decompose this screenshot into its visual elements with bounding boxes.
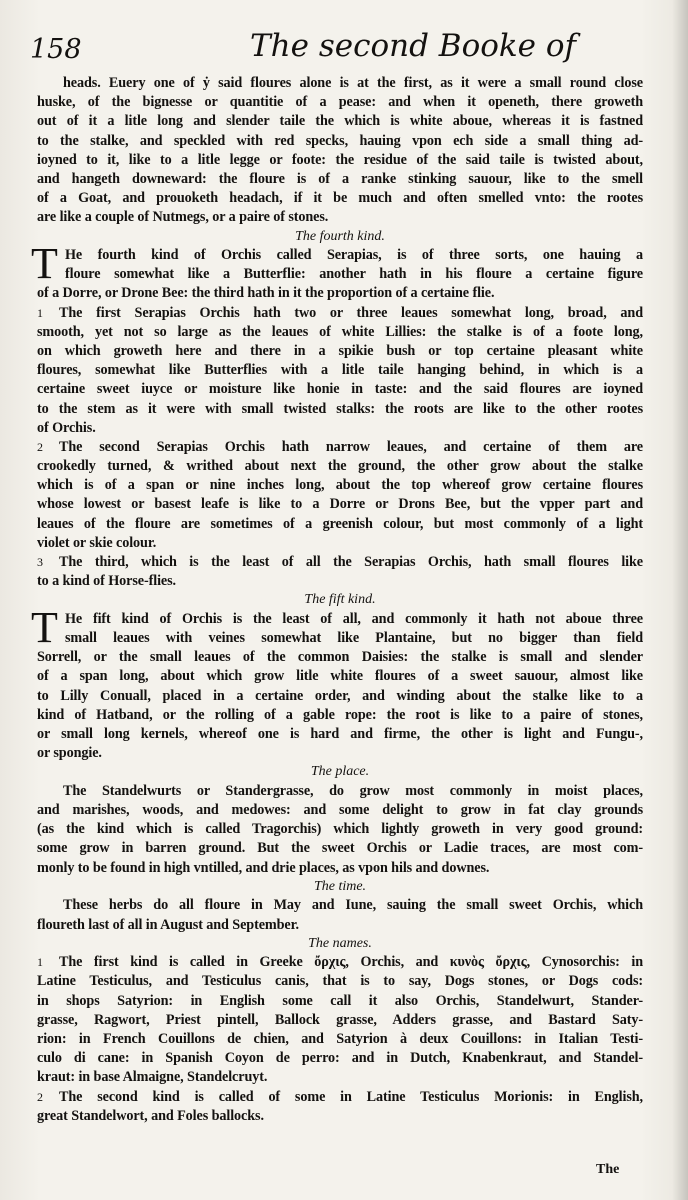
text-line: Sorrell, or the small leaues of the common Daisies: the stalke is small and slender — [37, 649, 643, 666]
text-line: floure somewhat like a Butterflie: another hath in his floure a certaine figure — [65, 266, 643, 283]
text-line: and hangeth downeward: the floure is of a ranke stinking sauour, like to the smell — [37, 170, 643, 187]
drop-cap: T — [31, 239, 58, 288]
paragraph — [31, 602, 643, 764]
page-number: 158 — [30, 34, 82, 65]
paragraph-number: 1 — [37, 305, 43, 320]
text-line: kind of Hatband, or the rolling of a gable rope: the root is like to a paire of stones, — [37, 706, 643, 723]
paragraph — [37, 553, 643, 591]
section-heading: The fift kind. — [304, 592, 376, 608]
text-line — [37, 1088, 643, 1107]
text-line: leaues of the floure are sometimes of a greenish colour, but most commonly of a light — [37, 515, 643, 532]
text-line: to the stem as it were with small twisted stalks: the roots are like to the other rootes — [37, 400, 643, 417]
text-line: heads. Euery one of ẏ said floures alone is at the first, as it were a small round close — [63, 75, 643, 91]
text-line: These herbs do all floure in May and Iune, sauing the small sweet Orchis, which — [63, 897, 643, 914]
line-text: The second Serapias Orchis hath narrow leaues, and certaine of them are — [59, 438, 643, 455]
paragraph — [37, 782, 643, 878]
text-line: out of it a litle long and slender taile the which is white aboue, whereas it is fastned — [37, 113, 643, 130]
paragraph — [37, 953, 643, 1087]
paragraph-number: 2 — [37, 1089, 43, 1104]
text-line: He fourth kind of Orchis called Serapias, is of three sorts, one hauing a — [65, 247, 643, 263]
running-header — [28, 26, 668, 72]
text-line — [37, 304, 643, 323]
paragraph-number: 2 — [37, 439, 43, 454]
paragraph-number: 1 — [37, 955, 43, 970]
text-line: crookedly turned, & writhed about next the ground, the other grow about the stalke — [37, 458, 643, 475]
text-line: floureth last of all in August and September. — [37, 916, 299, 933]
text-line: Latine Testiculus, and Testiculus canis, that is to say, Dogs stones, or Dogs cods: — [37, 973, 643, 990]
text-line — [37, 553, 643, 572]
text-line: huske, of the bignesse or quantitie of a pease: and when it openeth, there groweth — [37, 94, 643, 111]
text-line: or small long kernels, whereof one is hard and firme, the other is light and Fungu-, — [37, 726, 643, 742]
section-heading: The time. — [313, 878, 367, 894]
line-text: The first kind is called in Greeke ὄρχις, Orchis, and κυνὸς ὄρχις, Cynosorchis: in — [59, 954, 643, 971]
paragraph — [37, 438, 643, 553]
body-text — [31, 74, 643, 1126]
text-line: small leaues with veines somewhat like Plantaine, but no bigger than field — [65, 630, 643, 647]
text-line: (as the kind which is called Tragorchis) which lightly groweth in very good ground: — [37, 821, 643, 838]
text-line: to the stalke, and speckled with red specks, hauing vpon ech side a small thing ad- — [37, 132, 643, 149]
text-line: violet or skie colour. — [37, 534, 157, 551]
text-line: monly to be found in high vntilled, and drie places, as vpon hils and downes. — [37, 859, 490, 876]
paragraph — [37, 1088, 643, 1126]
page-edge-shadow — [672, 0, 688, 1200]
text-line: floures, somewhat like Butterflies with a litle taile hanging behind, in which is a — [37, 362, 643, 379]
text-line: in shops Satyrion: in English some call it also Orchis, Standelwurt, Stander- — [37, 992, 643, 1009]
text-line: culo di cane: in Spanish Coyon de perro: and in Dutch, Knabenkraut, and Standel- — [37, 1050, 643, 1067]
text-line — [37, 953, 643, 972]
line-text: The second kind is called of some in Latine Testiculus Morionis: in English, — [59, 1088, 643, 1105]
section-heading: The names. — [308, 935, 372, 951]
text-line: certaine sweet iuyce or moisture like honie in taste: and the said floures are ioyned — [37, 381, 643, 398]
drop-cap: T — [31, 602, 58, 652]
paragraph-number: 3 — [37, 555, 43, 569]
text-line: ioyned to it, like to a litle legge or foote: the residue of the said taile is twisted about, — [37, 151, 643, 168]
text-line: some grow in barren ground. But the sweet Orchis or Ladie traces, are most com- — [37, 840, 643, 857]
text-line: to a kind of Horse-flies. — [37, 573, 176, 590]
text-line: The Standelwurts or Standergrasse, do grow most commonly in moist places, — [63, 782, 643, 799]
text-line: or spongie. — [37, 745, 102, 762]
text-line: rion: in French Couillons de chien, and Satyrion à deux Couillons: in Italian Testi- — [37, 1030, 643, 1047]
text-line: whose lowest or basest leafe is like to a Dorre or Drons Bee, but the vpper part and — [37, 496, 643, 513]
section-heading: The fourth kind. — [295, 228, 385, 244]
text-line: to Lilly Conuall, placed in a certaine order, and winding about the stalke like to a — [37, 687, 643, 704]
line-text: The first Serapias Orchis hath two or three leaues somewhat long, broad, and — [59, 304, 643, 321]
text-line: great Standelwort, and Foles ballocks. — [37, 1107, 264, 1124]
paragraph — [37, 896, 643, 934]
text-line: of Orchis. — [37, 419, 96, 436]
paragraph — [31, 239, 643, 304]
line-text: The third, which is the least of all the Serapias Orchis, hath small floures like — [59, 554, 643, 570]
section-heading: The place. — [310, 764, 370, 780]
text-line: grasse, Ragwort, Priest pintell, Ballock grasse, Adders grasse, and Bastard Saty- — [37, 1011, 643, 1028]
catchword: The — [596, 1162, 620, 1177]
text-line: kraut: in base Almaigne, Standelcruyt. — [37, 1069, 268, 1086]
running-title: The second Booke of — [250, 28, 577, 64]
text-line: are like a couple of Nutmegs, or a paire of stones. — [37, 209, 329, 226]
text-line: He fift kind of Orchis is the least of all, and commonly it hath not aboue three — [65, 610, 643, 627]
text-line: of a Goat, and prouoketh headach, if it be much and often smelled vnto: the rootes — [37, 190, 643, 207]
text-line — [37, 438, 643, 457]
paragraph — [37, 74, 643, 228]
text-line: on which groweth here and there in a spikie bush or top certaine pleasant white — [37, 342, 643, 359]
text-line: smooth, yet not so large as the leaues of white Lillies: the stalke is of a foote long, — [37, 323, 643, 340]
text-line: and marishes, woods, and medowes: and some delight to grow in fat clay grounds — [37, 802, 643, 819]
text-line: of a span long, about which grow litle white floures of a sweet sauour, almost like — [37, 668, 643, 685]
paragraph — [37, 304, 643, 438]
text-line: of a Dorre, or Drone Bee: the third hath in it the proportion of a certaine flie. — [37, 285, 495, 302]
text-line: which is of a span or nine inches long, about the top whereof grow certaine floures — [37, 477, 643, 494]
